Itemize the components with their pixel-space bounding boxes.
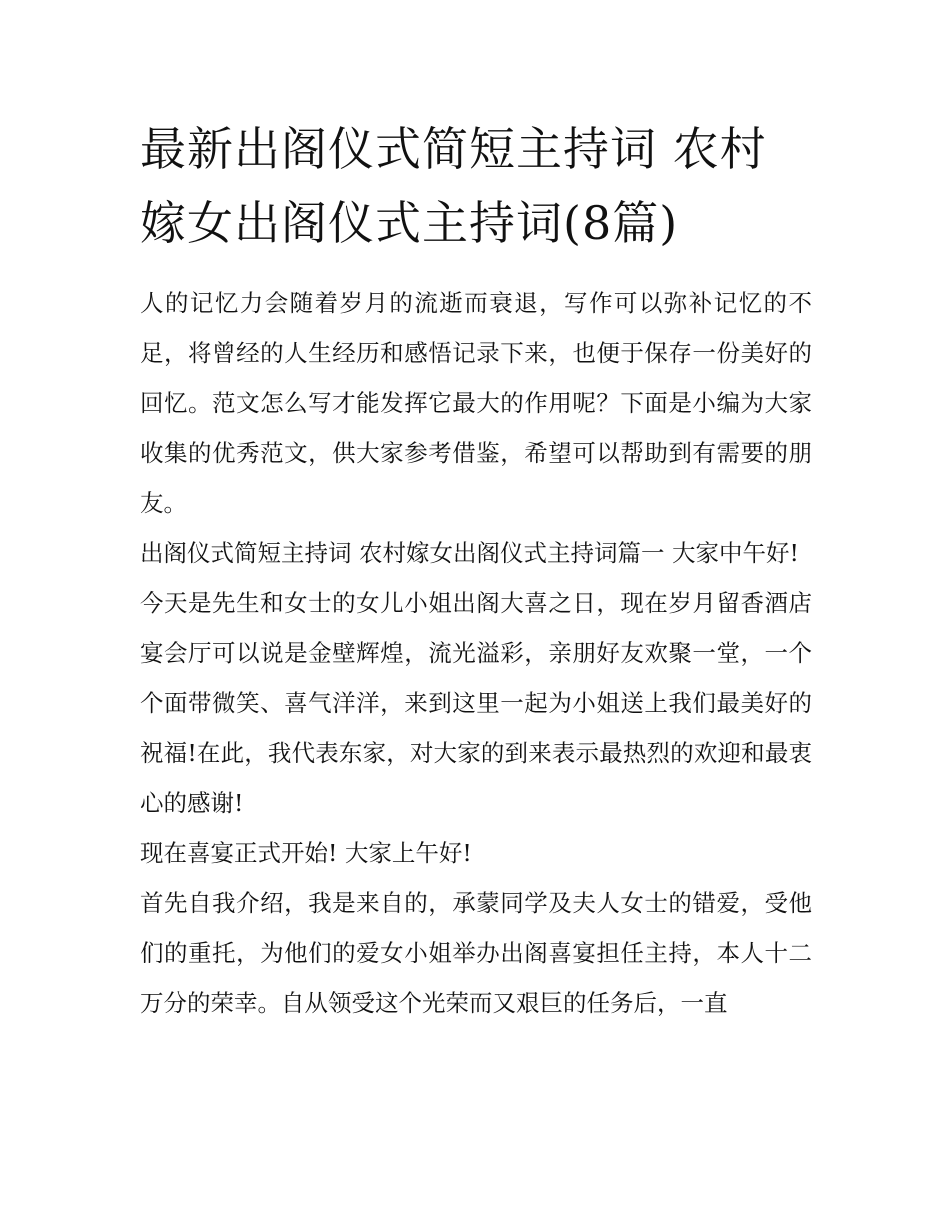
paragraph-banquet-start: 现在喜宴正式开始! 大家上午好! — [140, 839, 472, 867]
document-body — [140, 278, 812, 1028]
document-page — [140, 112, 812, 1028]
paragraph-section-one-heading: 出阁仪式简短主持词 农村嫁女出阁仪式主持词篇一 大家中午好! — [140, 539, 799, 567]
paragraph-welcome: 今天是先生和女士的女儿小姐出阁大喜之日，现在岁月留香酒店宴会厅可以说是金壁辉煌，流光溢彩，亲朋好友欢聚一堂，一个个面带微笑、喜气洋洋，来到这里一起为小姐送上我们最美好的祝福!在此，我代表东家，对大家的到来表示最热烈的欢迎和最衷心的感谢! — [140, 589, 812, 817]
paragraph-self-introduction: 首先自我介绍，我是来自的，承蒙同学及夫人女士的错爱，受他们的重托，为他们的爱女小姐举办出阁喜宴担任主持，本人十二万分的荣幸。自从领受这个光荣而又艰巨的任务后，一直 — [140, 889, 812, 1017]
document-title: 最新出阁仪式简短主持词 农村嫁女出阁仪式主持词(8篇) — [140, 122, 767, 250]
paragraph-intro: 人的记忆力会随着岁月的流逝而衰退，写作可以弥补记忆的不足，将曾经的人生经历和感悟记录下来，也便于保存一份美好的回忆。范文怎么写才能发挥它最大的作用呢？下面是小编为大家收集的优秀范文，供大家参考借鉴，希望可以帮助到有需要的朋友。 — [140, 289, 812, 517]
